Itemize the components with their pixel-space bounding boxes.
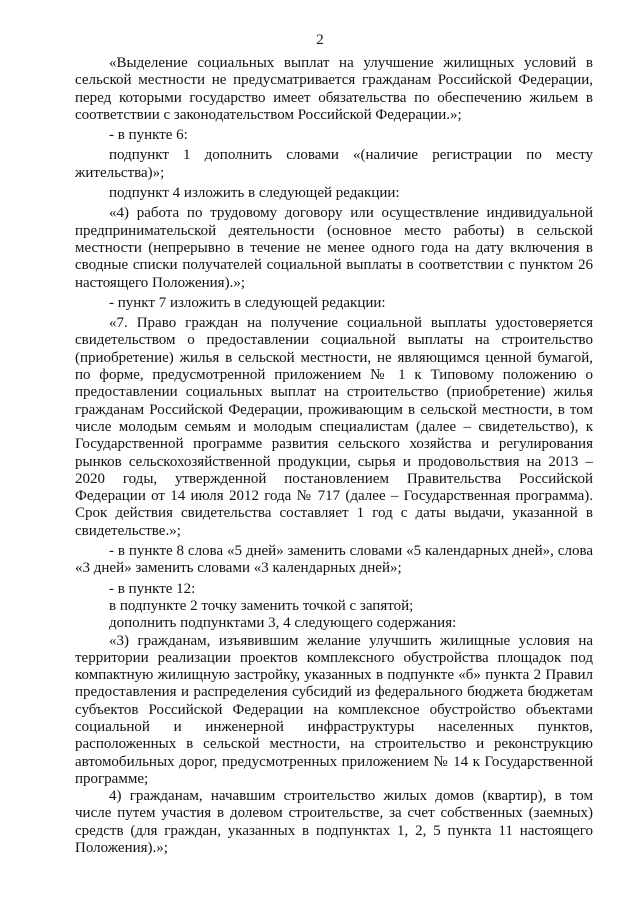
paragraph-subitem-3-text: «3) гражданам, изъявившим желание улучшить жилищные условия на территории реализации проектов комплексного обустройства площадок под компактную жилищную застройку, указанных в подпункте «б» пункта 2 Правил предоставления и распределения субсидий из федерального бюджета бюджетам субъектов Российской Федерации на комплексное обустройство объектами социальной и инженерной инфраструктуры населенных пунктов, расположенных в сельской местности, на строительство и реконструкцию автомобильных дорог, предусмотренных приложением № 14 к Государственной программе;	[75, 632, 593, 787]
paragraph-item-8: - в пункте 8 слова «5 дней» заменить словами «5 календарных дней», слова «3 дней» заменить словами «3 календарных дней»;	[75, 543, 593, 577]
paragraph-subitem-4-new-text: 4) гражданам, начавшим строительство жилых домов (квартир), в том числе путем участия в долевом строительстве, за счет собственных (заемных) средств (для граждан, указанных в подпунктах 1, 2, 5 пункта 11 настоящего Положения).»;	[75, 788, 593, 857]
paragraph-item-6: - в пункте 6:	[109, 127, 188, 144]
paragraph-item-7-text: «7. Право граждан на получение социальной выплаты удостоверяется свидетельством о предоставлении социальной выплаты на строительство (приобретение) жилья в сельской местности, не являющимся ценной бумагой, по форме, предусмотренной приложением № 1 к Типовому положению о предоставлении социальных выплат на строительство (приобретение) жилья гражданам Российской Федерации, проживающим в сельской местности, в том числе молодым семьям и молодым специалистам (далее – свидетельство), к Государственной программе развития сельского хозяйства и регулирования рынков сельскохозяйственной продукции, сырья и продовольствия на 2013 – 2020 годы, утвержденной постановлением Правительства Российской Федерации от 14 июля 2012 года № 717 (далее – Государственная программа). Срок действия свидетельства составляет 1 год с даты выдачи, указанной в свидетельстве.»;	[75, 315, 593, 539]
document-body	[75, 55, 593, 857]
paragraph-subitem-1: подпункт 1 дополнить словами «(наличие регистрации по месту жительства)»;	[75, 147, 593, 181]
paragraph-subitem-4-text: «4) работа по трудовому договору или осуществление индивидуальной предпринимательской деятельности (основное место работы) в сельской местности (непрерывно в течение не менее одного года на дату включения в сводные списки получателей социальной выплаты в соответствии с пунктом 26 настоящего Положения).»;	[75, 205, 593, 291]
paragraph-subitem-2-change: в подпункте 2 точку заменить точкой с запятой;	[109, 597, 414, 614]
page-number: 2	[316, 32, 324, 48]
paragraph-item-12: - в пункте 12:	[109, 580, 196, 597]
paragraph-add-subitems: дополнить подпунктами 3, 4 следующего содержания:	[109, 615, 457, 632]
paragraph-quote-social-payments: «Выделение социальных выплат на улучшение жилищных условий в сельской местности не предусматривается гражданам Российской Федерации, перед которыми государство имеет обязательства по обеспечению жильем в соответствии с законодательством Российской Федерации.»;	[75, 55, 593, 123]
paragraph-item-7-intro: - пункт 7 изложить в следующей редакции:	[109, 294, 386, 311]
paragraph-subitem-4-intro: подпункт 4 изложить в следующей редакции:	[109, 185, 400, 202]
